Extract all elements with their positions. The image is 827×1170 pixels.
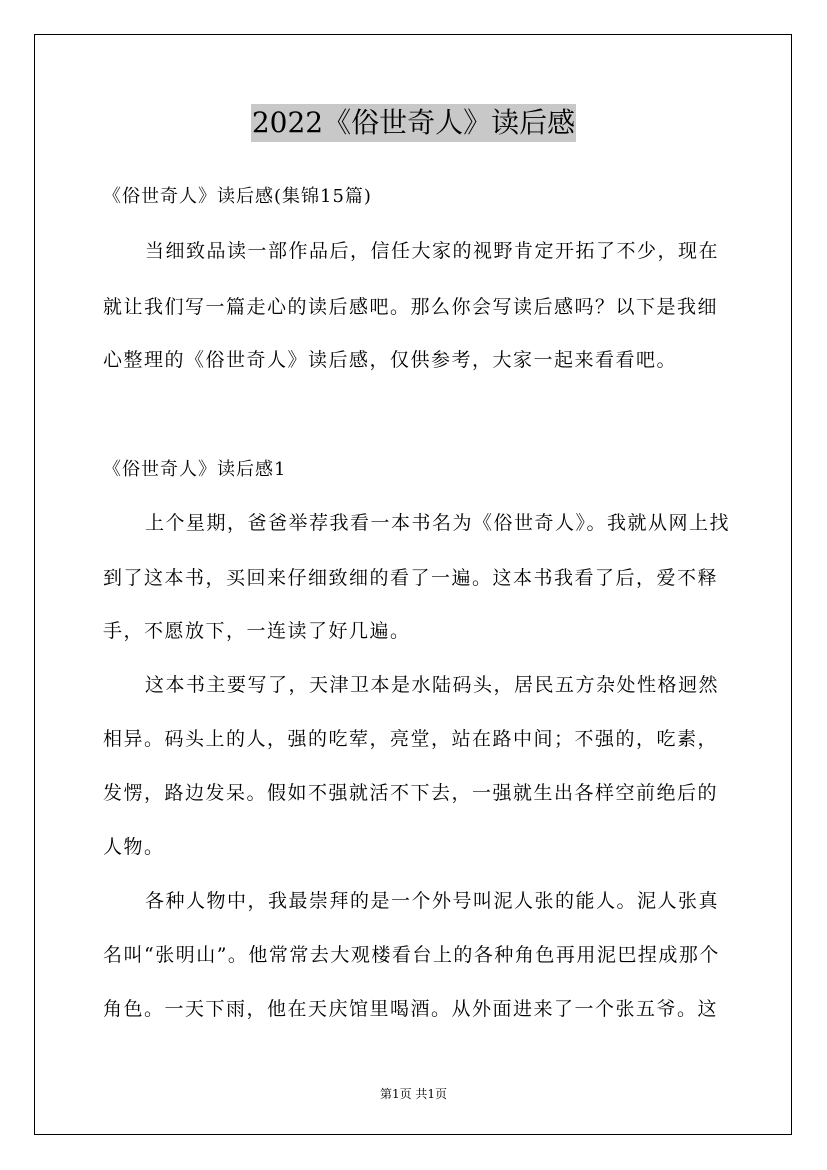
paragraph-line: 手，不愿放下，一连读了好几遍。 <box>103 620 411 642</box>
paragraph-line: 到了这本书，买回来仔细致细的看了一遍。这本书我看了后，爱不释 <box>103 567 719 589</box>
title-container <box>0 104 827 142</box>
intro-line: 就让我们写一篇走心的读后感吧。那么你会写读后感吗？以下是我细 <box>103 296 719 318</box>
section-heading: 《俗世奇人》读后感1 <box>103 459 287 480</box>
intro-line: 心整理的《俗世奇人》读后感，仅供参考，大家一起来看看吧。 <box>103 349 678 371</box>
paragraph-line: 这本书主要写了，天津卫本是水陆码头，居民五方杂处性格迥然 <box>145 674 720 696</box>
paragraph-line: 上个星期，爸爸举荐我看一本书名为《俗世奇人》。我就从网上找 <box>145 512 731 534</box>
document-title: 2022《俗世奇人》读后感 <box>251 104 576 142</box>
paragraph-line: 人物。 <box>103 836 165 858</box>
page-footer: 第1页 共1页 <box>379 1087 448 1101</box>
paragraph-line: 各种人物中，我最崇拜的是一个外号叫泥人张的能人。泥人张真 <box>145 890 720 912</box>
paragraph-line: 相异。码头上的人，强的吃荤，亮堂，站在路中间；不强的，吃素， <box>103 728 719 750</box>
paragraph-line: 发愣，路边发呆。假如不强就活不下去，一强就生出各样空前绝后的 <box>103 782 719 804</box>
paragraph-line: 名叫“张明山”。他常常去大观楼看台上的各种角色再用泥巴捏成那个 <box>103 944 720 966</box>
paragraph-line: 角色。一天下雨，他在天庆馆里喝酒。从外面进来了一个张五爷。这 <box>103 998 719 1020</box>
intro-line: 当细致品读一部作品后，信任大家的视野肯定开拓了不少，现在 <box>145 240 720 262</box>
document-subtitle: 《俗世奇人》读后感(集锦15篇) <box>103 186 372 207</box>
